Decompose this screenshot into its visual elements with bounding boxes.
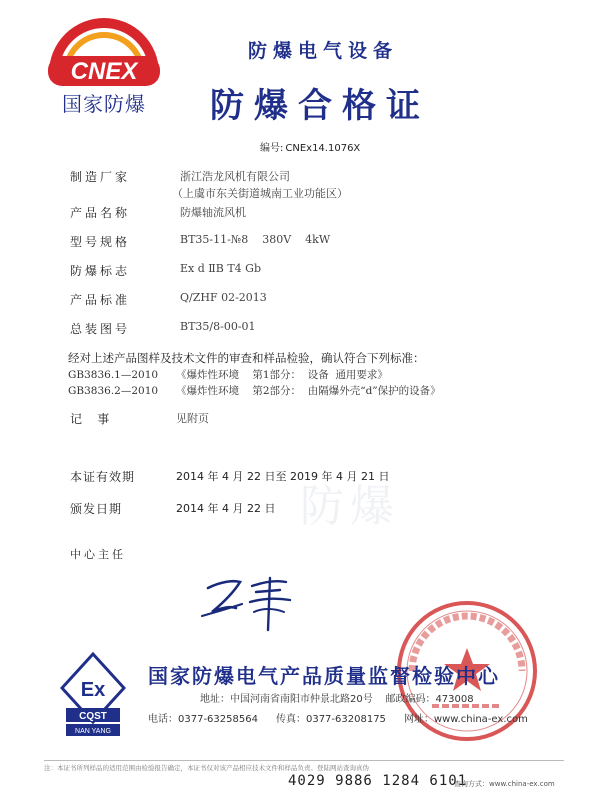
drawing-number-label: 总装图号 [70,322,131,336]
watermark: 防爆 [300,481,400,532]
ex-logo-org: CQST [79,711,107,722]
document-title: 防爆合格证 [210,86,430,126]
ex-marking-label: 防爆标志 [70,264,131,278]
standard-row [68,383,441,398]
signature-stroke [208,581,240,612]
standards-intro: 经对上述产品图样及技术文件的审查和样品检验，确认符合下列标准： [68,351,425,365]
model-label: 型号规格 [70,235,131,249]
ex-logo-text: Ex [80,679,106,701]
center-fax: 传真：0377-63208175 [275,714,386,725]
ex-logo-city: NAN YANG [75,728,111,735]
standard-title: 《爆炸性环境 第1部分： 设备 通用要求》 [176,369,388,381]
validity-value: 2014 年 4 月 22 日至 2019 年 4 月 21 日 [176,470,390,483]
document-subtitle: 防爆电气设备 [248,40,399,62]
drawing-number-value: BT35/8-00-01 [180,320,256,333]
query-info: 查询方式：www.china-ex.com [454,780,555,788]
notes-label: 记 事 [70,412,110,426]
certificate-number-value: CNEx14.1076X [285,143,361,154]
certificate-number [258,139,360,154]
product-name-value: 防爆轴流风机 [180,206,246,219]
model-value: BT35-11-№8 380V 4kW [180,233,331,246]
ex-marking-value: Ex d ⅡB T4 Gb [180,262,261,275]
logo-text: CNEX [70,58,138,85]
footnote: 注：本证书所列样品的适用范围由检验报告确定，本证书仅对该产品相应技术文件和样品负责。登陆网站查询真伪 [44,760,564,772]
manufacturer-value: 浙江浩龙风机有限公司 [180,170,290,183]
issue-date-label: 颁发日期 [70,502,123,516]
ex-cqst-logo [60,652,126,740]
director-label: 中心主任 [70,548,126,561]
manufacturer-address: （上虞市东关街道城南工业功能区） [172,187,348,200]
center-address: 地址：中国河南省南阳市仲景北路20号 邮政编码：473008 [200,694,474,705]
serial-number: 4029 9886 1284 6101 [288,773,468,789]
validity-label: 本证有效期 [70,470,136,484]
issue-date-value: 2014 年 4 月 22 日 [176,502,276,515]
issuing-center-name: 国家防爆电气产品质量监督检验中心 [148,664,500,688]
manufacturer-label: 制造厂家 [70,170,131,184]
signature-stroke [250,578,290,630]
center-website: 网址：www.china-ex.com [403,714,528,725]
director-signature [190,568,310,638]
center-contact [148,710,546,725]
product-standard-label: 产品标准 [70,293,131,307]
signature-stroke [202,604,242,616]
product-standard-value: Q/ZHF 02-2013 [180,291,267,304]
standard-title: 《爆炸性环境 第2部分： 由隔爆外壳“d”保护的设备》 [176,385,441,397]
standard-code: GB3836.2—2010 [68,385,159,397]
org-short-name: 国家防爆 [62,92,146,116]
center-phone: 电话：0377-63258564 [148,714,258,725]
standard-code: GB3836.1—2010 [68,369,159,381]
certificate-number-label: 编号: [260,143,284,154]
product-name-label: 产品名称 [70,206,131,220]
notes-value: 见附页 [176,412,209,425]
standard-row [68,367,388,382]
